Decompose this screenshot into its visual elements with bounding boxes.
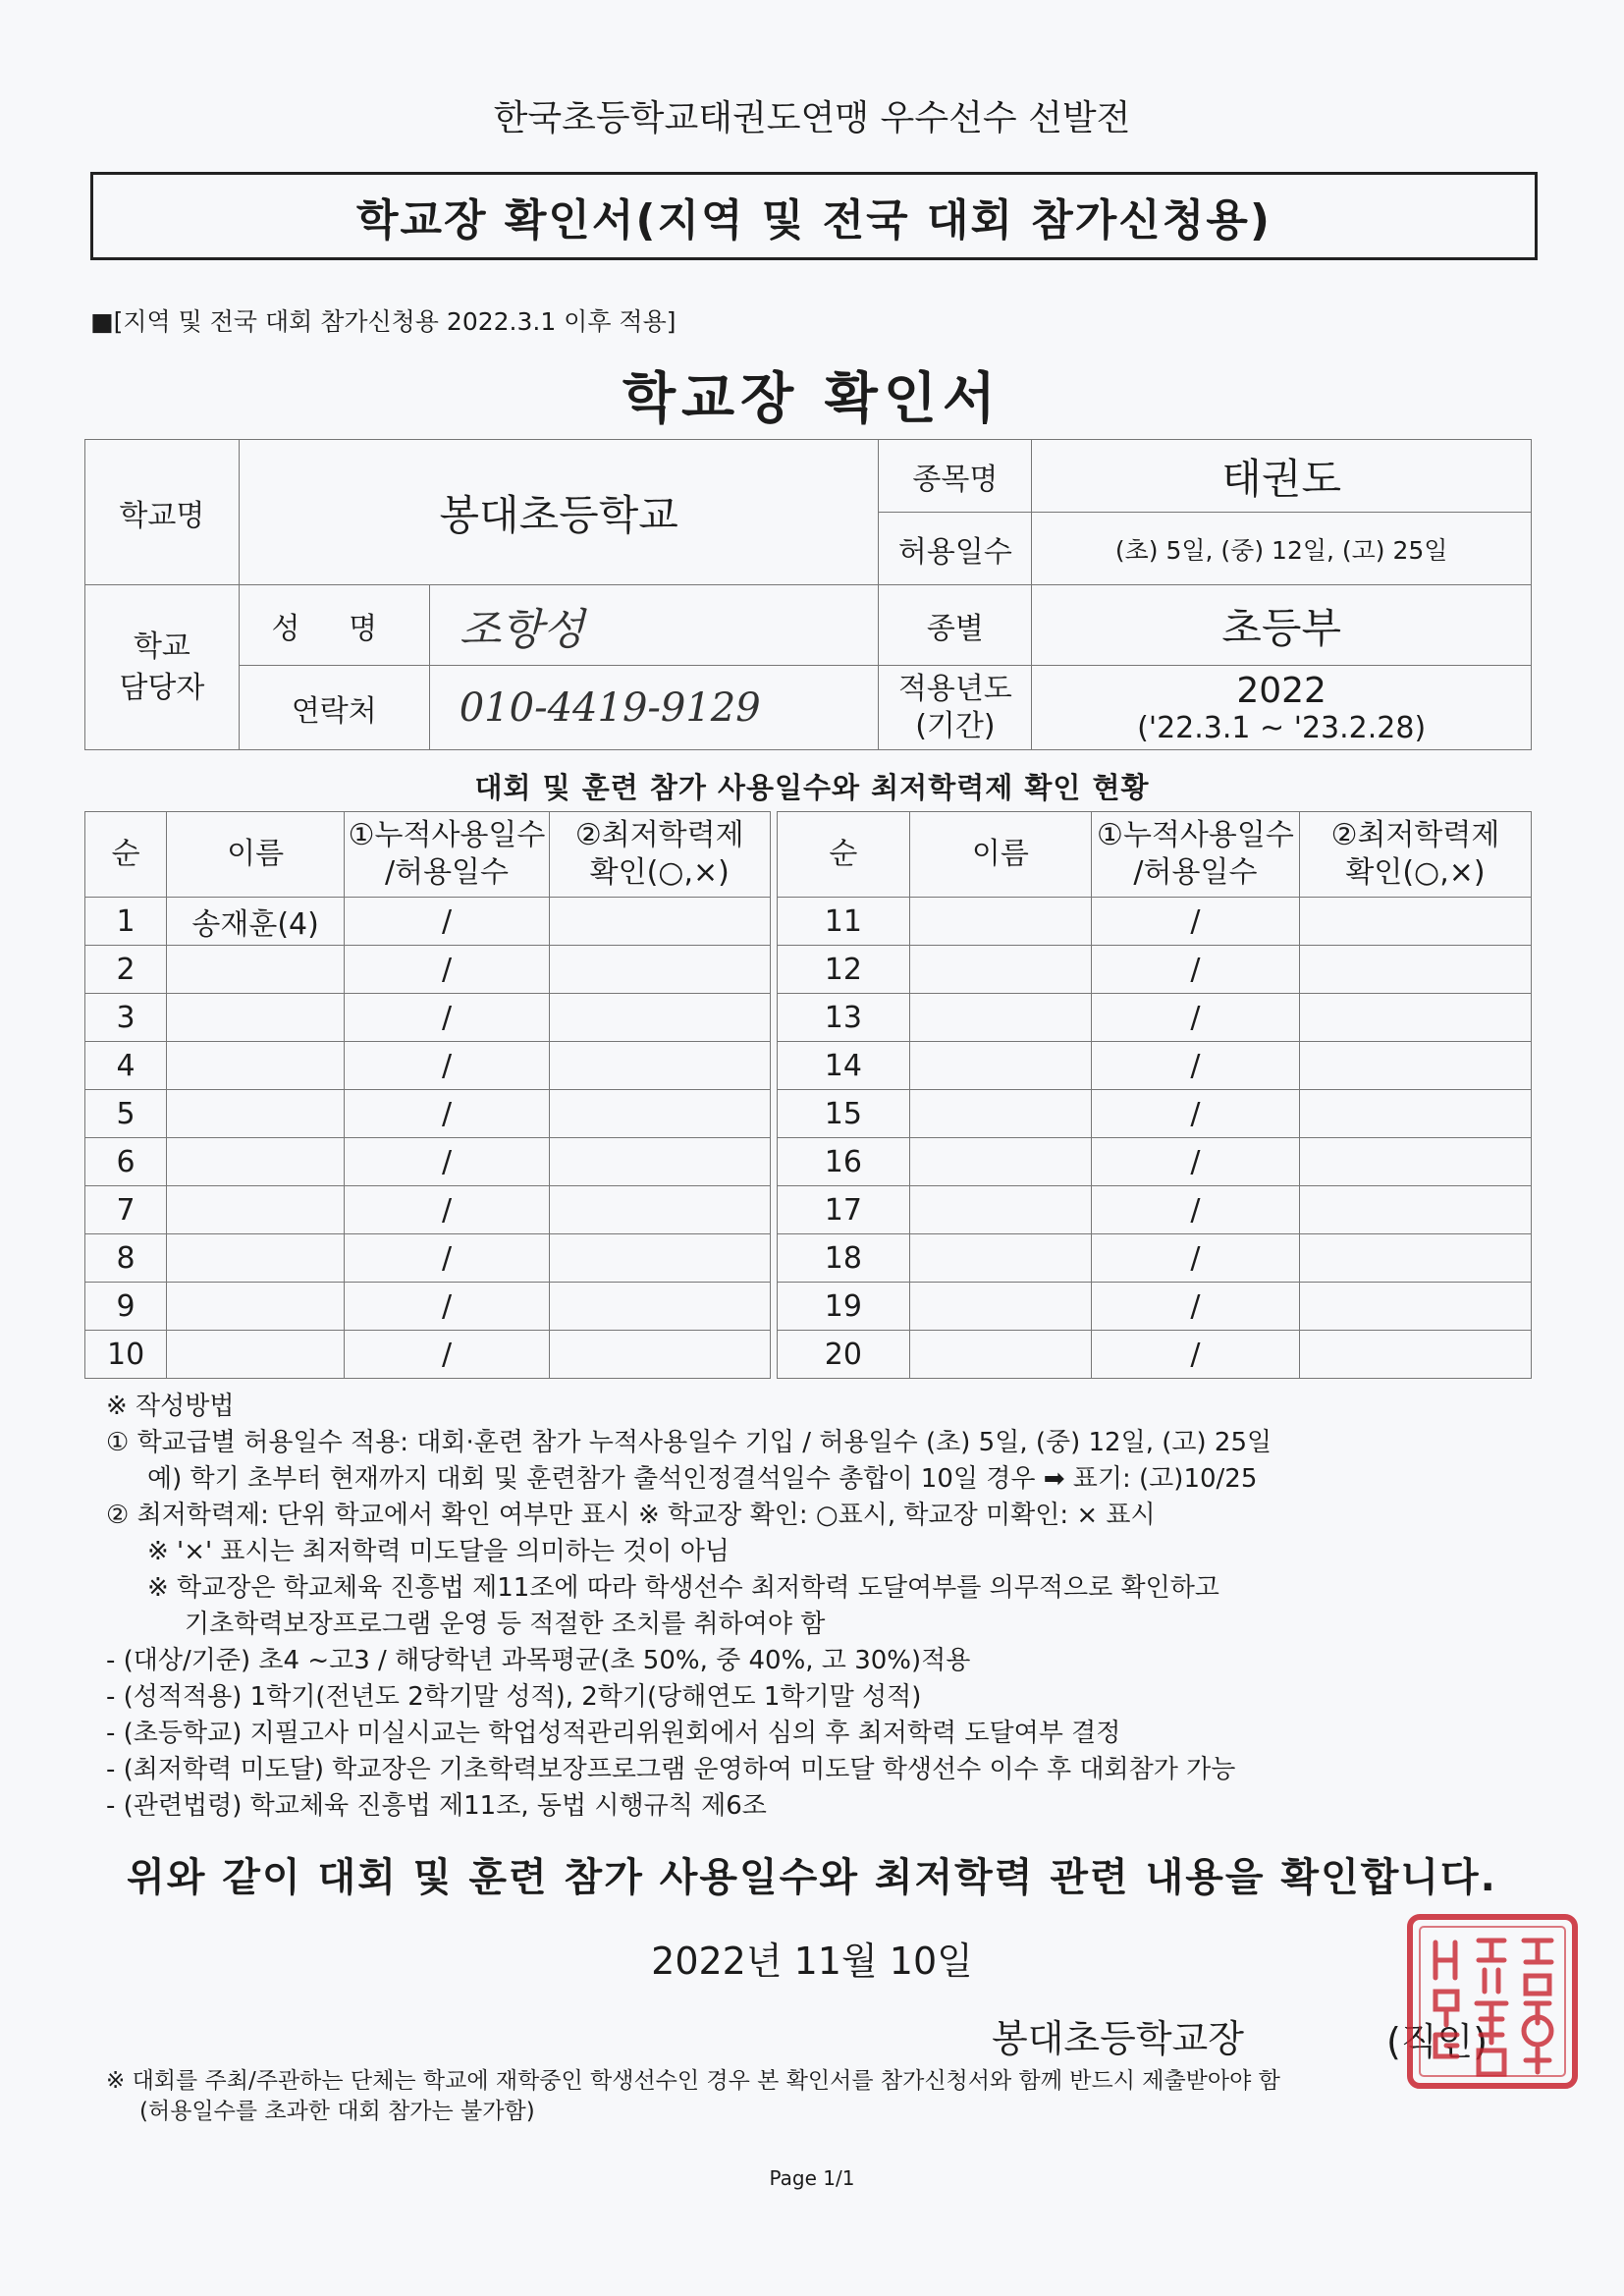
issue-date: 2022년 11월 10일 [651, 1940, 973, 1983]
row-days: / [1091, 1186, 1299, 1234]
row-number: 6 [85, 1138, 167, 1186]
usage-table [84, 811, 1532, 1379]
allowed-days-value: (초) 5일, (중) 12일, (고) 25일 [1032, 513, 1532, 585]
row-number: 17 [777, 1186, 909, 1234]
row-name [167, 1042, 345, 1090]
row-number: 11 [777, 898, 909, 946]
row-days: / [1091, 1234, 1299, 1283]
row-days: / [1091, 1090, 1299, 1138]
col-no-header: 순 [85, 812, 167, 898]
seal-mark: (직인) [1386, 2020, 1489, 2063]
detail-1: - (대상/기준) 초4 ~고3 / 해당학년 과목평균(초 50%, 중 40%, 고 30%)적용 [106, 1646, 971, 1675]
row-days: / [1091, 1283, 1299, 1331]
note-2a: ※ '×' 표시는 최저학력 미도달을 의미하는 것이 아님 [147, 1537, 730, 1566]
col-no-header: 순 [777, 812, 909, 898]
detail-3: - (초등학교) 지필고사 미실시교는 학업성적관리위원회에서 심의 후 최저학력 도달여부 결정 [106, 1719, 1121, 1748]
col-check-header: ②최저학력제 확인(○,×) [1299, 812, 1531, 898]
notes-title: ※ 작성방법 [106, 1392, 235, 1421]
row-check [549, 1331, 770, 1379]
col-check-header: ②최저학력제 확인(○,×) [549, 812, 770, 898]
note-1-example: 예) 학기 초부터 현재까지 대회 및 훈련참가 출석인정결석일수 총합이 10일 경우 ➡ 표기: (고)10/25 [147, 1464, 1258, 1494]
detail-5: - (관련법령) 학교체육 진흥법 제11조, 동법 시행규칙 제6조 [106, 1791, 767, 1821]
row-name [167, 1234, 345, 1283]
document-title: 학교장 확인서 [622, 367, 1002, 431]
form-title: 학교장 확인서(지역 및 전국 대회 참가신청용) [356, 195, 1272, 246]
usage-header-row [85, 812, 1532, 898]
form-title-box [90, 172, 1538, 260]
row-number: 7 [85, 1186, 167, 1234]
row-check [549, 1283, 770, 1331]
year-label: 적용년도 (기간) [879, 666, 1032, 750]
row-check [549, 946, 770, 994]
row-days: / [345, 898, 550, 946]
row-days: / [1091, 1138, 1299, 1186]
table-row [85, 1090, 1532, 1138]
row-name [167, 1331, 345, 1379]
row-number: 13 [777, 994, 909, 1042]
row-check [1299, 1042, 1531, 1090]
row-check [1299, 994, 1531, 1042]
row-days: / [1091, 898, 1299, 946]
row-name [167, 994, 345, 1042]
row-name [167, 1186, 345, 1234]
division-value: 초등부 [1032, 585, 1532, 666]
row-number: 18 [777, 1234, 909, 1283]
row-days: / [1091, 1042, 1299, 1090]
row-days: / [345, 1186, 550, 1234]
row-check [1299, 1186, 1531, 1234]
col-days-header: ①누적사용일수 /허용일수 [1091, 812, 1299, 898]
table-row [85, 946, 1532, 994]
organization-title: 한국초등학교태권도연맹 우수선수 선발전 [493, 98, 1131, 138]
row-name [909, 1234, 1091, 1283]
table-row [85, 1186, 1532, 1234]
name-label: 성 명 [239, 585, 429, 666]
row-check [549, 1138, 770, 1186]
row-check [1299, 1234, 1531, 1283]
col-name-header: 이름 [167, 812, 345, 898]
footnote-line-2: (허용일수를 초과한 대회 참가는 불가함) [139, 2099, 535, 2124]
row-name [909, 1042, 1091, 1090]
table-row [85, 1331, 1532, 1379]
school-info-table [84, 439, 1532, 750]
table-row [85, 994, 1532, 1042]
official-seal-stamp [1406, 1913, 1579, 2090]
note-2b: ※ 학교장은 학교체육 진흥법 제11조에 따라 학생선수 최저학력 도달여부를 의무적으로 확인하고 [147, 1573, 1219, 1603]
row-days: / [345, 1331, 550, 1379]
school-name: 봉대초등학교 [239, 440, 879, 585]
name-value: 조항성 [429, 585, 879, 666]
row-days: / [345, 1234, 550, 1283]
applicable-note: ■[지역 및 전국 대회 참가신청용 2022.3.1 이후 적용] [90, 307, 677, 336]
row-check [1299, 1331, 1531, 1379]
row-days: / [345, 1042, 550, 1090]
table-gap [770, 1042, 777, 1090]
detail-2: - (성적적용) 1학기(전년도 2학기말 성적), 2학기(당해연도 1학기말 성적) [106, 1682, 922, 1712]
sport-label: 종목명 [879, 440, 1032, 513]
col-days-header: ①누적사용일수 /허용일수 [345, 812, 550, 898]
row-number: 15 [777, 1090, 909, 1138]
contact-person-label: 학교 담당자 [85, 585, 240, 750]
confirmation-statement: 위와 같이 대회 및 훈련 참가 사용일수와 최저학력 관련 내용을 확인합니다. [127, 1855, 1497, 1900]
row-number: 19 [777, 1283, 909, 1331]
table-gap [770, 1090, 777, 1138]
principal-title: 봉대초등학교장 [992, 2017, 1244, 2060]
row-check [1299, 1283, 1531, 1331]
table-row [85, 1042, 1532, 1090]
instructions [106, 1389, 1540, 1825]
table-gap [770, 1331, 777, 1379]
division-label: 종별 [879, 585, 1032, 666]
row-number: 2 [85, 946, 167, 994]
row-name [167, 946, 345, 994]
table-row [85, 1283, 1532, 1331]
allowed-days-label: 허용일수 [879, 513, 1032, 585]
row-days: / [345, 1138, 550, 1186]
row-number: 4 [85, 1042, 167, 1090]
row-name [909, 994, 1091, 1042]
note-1: ① 학교급별 허용일수 적용: 대회·훈련 참가 누적사용일수 기입 / 허용일수 (초) 5일, (중) 12일, (고) 25일 [106, 1428, 1272, 1457]
row-number: 16 [777, 1138, 909, 1186]
row-name [167, 1090, 345, 1138]
row-name [909, 1186, 1091, 1234]
row-name [167, 1283, 345, 1331]
row-check [549, 1042, 770, 1090]
table-gap [770, 898, 777, 946]
row-days: / [1091, 946, 1299, 994]
row-check [1299, 1090, 1531, 1138]
table-gap [770, 1186, 777, 1234]
row-name [909, 898, 1091, 946]
row-number: 20 [777, 1331, 909, 1379]
row-days: / [345, 994, 550, 1042]
row-name [167, 1138, 345, 1186]
row-number: 8 [85, 1234, 167, 1283]
detail-4: - (최저학력 미도달) 학교장은 기초학력보장프로그램 운영하여 미도달 학생선수 이수 후 대회참가 가능 [106, 1755, 1236, 1784]
year-value: 2022 [1236, 670, 1326, 711]
row-check [549, 898, 770, 946]
usage-heading: 대회 및 훈련 참가 사용일수와 최저학력제 확인 현황 [474, 771, 1150, 804]
table-gap [770, 946, 777, 994]
row-number: 14 [777, 1042, 909, 1090]
col-name-header: 이름 [909, 812, 1091, 898]
table-gap [770, 1283, 777, 1331]
note-2: ② 최저학력제: 단위 학교에서 확인 여부만 표시 ※ 학교장 확인: ○표시, 학교장 미확인: × 표시 [106, 1501, 1156, 1530]
row-number: 9 [85, 1283, 167, 1331]
row-number: 12 [777, 946, 909, 994]
row-name [909, 1138, 1091, 1186]
row-days: / [1091, 994, 1299, 1042]
page-number: Page 1/1 [769, 2166, 855, 2190]
row-name [909, 1283, 1091, 1331]
row-number: 5 [85, 1090, 167, 1138]
period-value: ('22.3.1 ~ '23.2.28) [1137, 710, 1427, 745]
row-days: / [345, 1283, 550, 1331]
row-check [1299, 898, 1531, 946]
table-gap [770, 812, 777, 898]
school-label: 학교명 [85, 440, 240, 585]
table-gap [770, 1234, 777, 1283]
row-name [909, 946, 1091, 994]
sport-value: 태권도 [1032, 440, 1532, 513]
row-number: 3 [85, 994, 167, 1042]
row-check [549, 994, 770, 1042]
footnote-line-1: ※ 대회를 주최/주관하는 단체는 학교에 재학중인 학생선수인 경우 본 확인서를 참가신청서와 함께 반드시 제출받아야 함 [106, 2068, 1280, 2094]
phone-label: 연락처 [239, 666, 429, 750]
table-gap [770, 994, 777, 1042]
table-row [85, 898, 1532, 946]
row-days: / [345, 946, 550, 994]
row-name: 송재훈(4) [167, 898, 345, 946]
row-check [549, 1090, 770, 1138]
table-row [85, 1138, 1532, 1186]
row-days: / [345, 1090, 550, 1138]
phone-value: 010-4419-9129 [429, 666, 879, 750]
table-row [85, 1234, 1532, 1283]
row-check [549, 1234, 770, 1283]
row-check [549, 1186, 770, 1234]
row-days: / [1091, 1331, 1299, 1379]
row-number: 10 [85, 1331, 167, 1379]
table-gap [770, 1138, 777, 1186]
row-name [909, 1331, 1091, 1379]
row-number: 1 [85, 898, 167, 946]
footnote [106, 2066, 1280, 2127]
row-name [909, 1090, 1091, 1138]
row-check [1299, 946, 1531, 994]
year-cell [1032, 666, 1532, 750]
note-2c: 기초학력보장프로그램 운영 등 적절한 조치를 취하여야 함 [185, 1610, 826, 1639]
row-check [1299, 1138, 1531, 1186]
